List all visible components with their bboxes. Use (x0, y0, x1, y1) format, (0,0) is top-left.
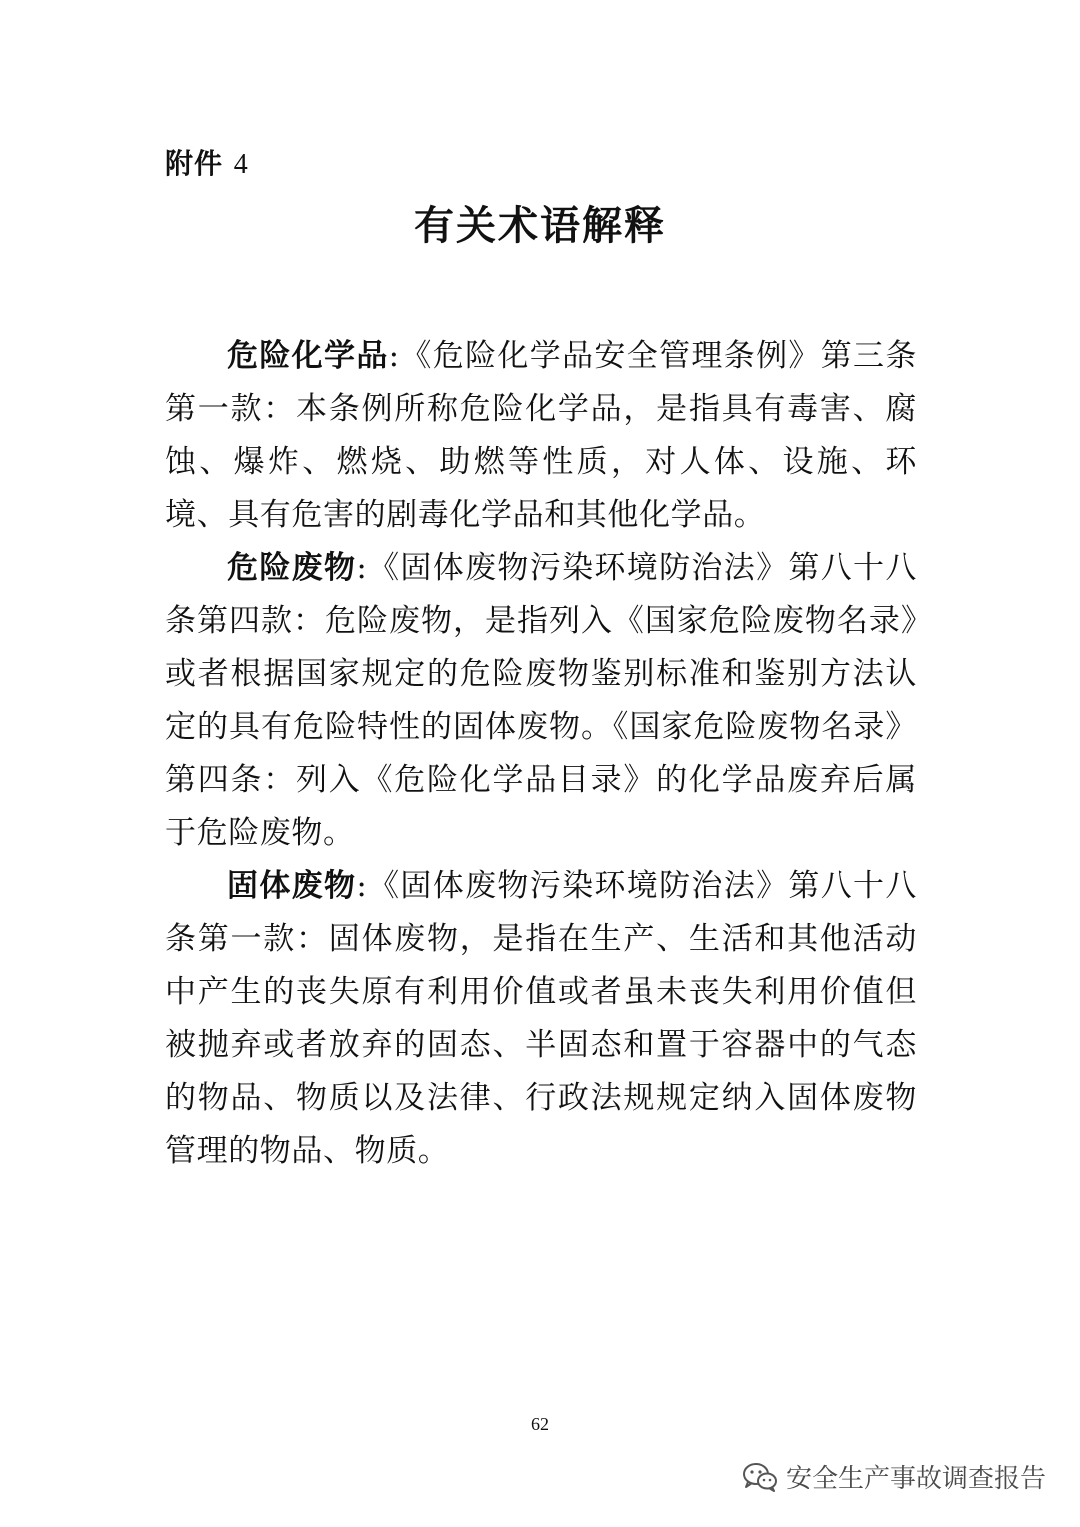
page-title: 有关术语解释 (414, 203, 666, 249)
watermark (742, 1458, 1046, 1495)
definition-paragraph (165, 860, 917, 1178)
definition-term: 危险化学品 (227, 338, 389, 374)
document-body (165, 330, 917, 1178)
attachment-label-text: 附件 (165, 147, 224, 180)
definition-text: :《固体废物污染环境防治法》第八十八条第四款：危险废物，是指列入《国家危险废物名录》或者根据国家规定的危险废物鉴别标准和鉴别方法认定的具有危险特性的固体废物。《国家危险废物名录》第四条：列入《危险化学品目录》的化学品废弃后属于危险废物。 (165, 550, 917, 851)
watermark-text: 安全生产事故调查报告 (785, 1464, 1046, 1494)
definition-term: 固体废物 (227, 868, 357, 904)
definition-paragraph (165, 542, 917, 860)
definition-text: :《固体废物污染环境防治法》第八十八条第一款：固体废物，是指在生产、生活和其他活动中产生的丧失原有利用价值或者虽未丧失利用价值但被抛弃或者放弃的固态、半固态和置于容器中的气态的物品、物质以及法律、行政法规规定纳入固体废物管理的物品、物质。 (165, 868, 917, 1169)
attachment-number: 4 (233, 149, 249, 180)
definition-term: 危险废物 (227, 550, 357, 586)
definition-text: :《危险化学品安全管理条例》第三条第一款：本条例所称危险化学品，是指具有毒害、腐蚀、爆炸、燃烧、助燃等性质，对人体、设施、环境、具有危害的剧毒化学品和其他化学品。 (165, 338, 917, 533)
page-number: 62 (531, 1414, 549, 1434)
wechat-icon (742, 1462, 778, 1492)
attachment-label (165, 144, 249, 185)
definition-paragraph (165, 330, 917, 542)
